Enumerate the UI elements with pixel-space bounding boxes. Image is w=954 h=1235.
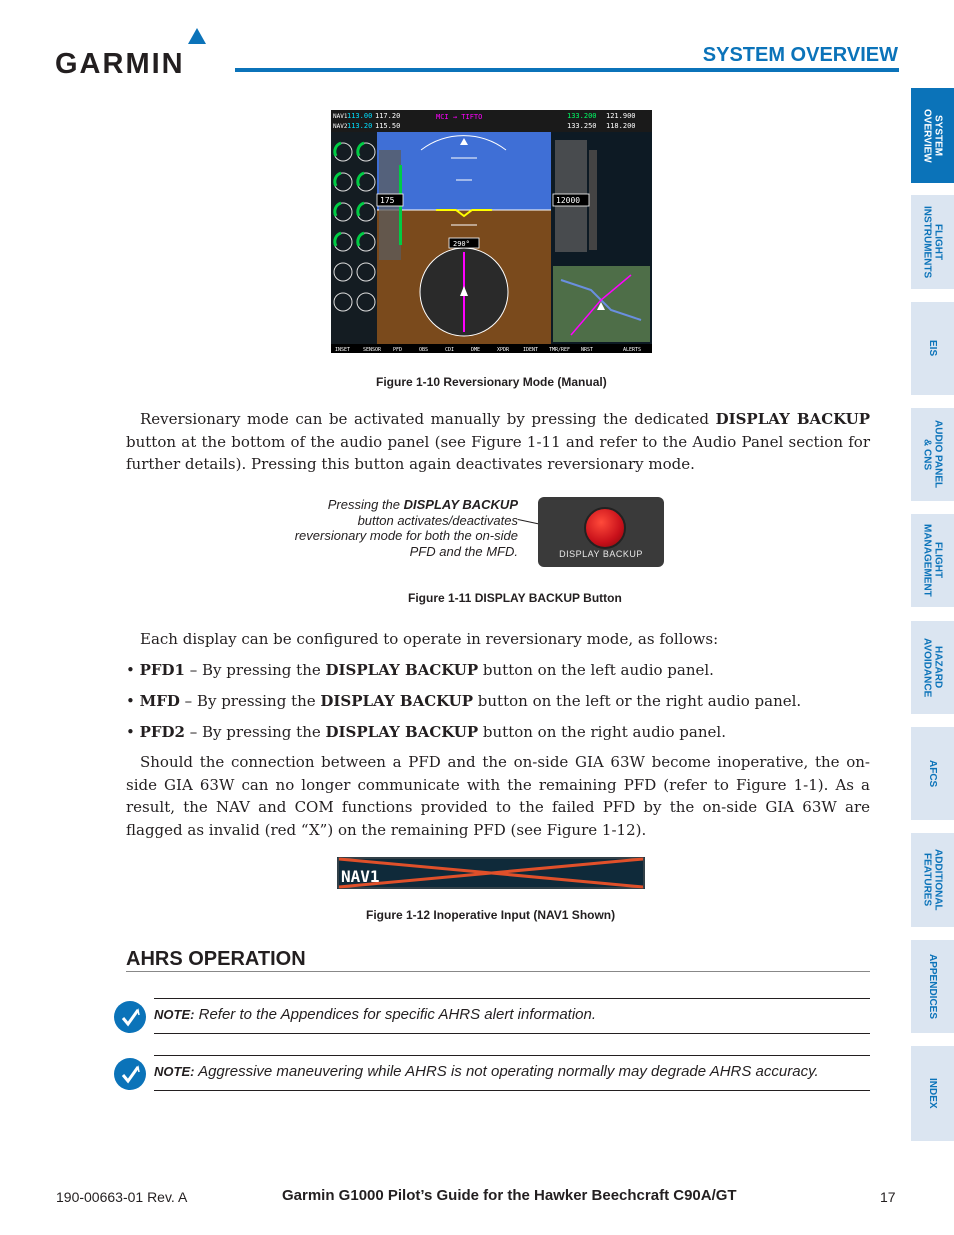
tab-appendices[interactable]: APPENDICES [911,940,954,1033]
tab-audio-panel-cns[interactable]: AUDIO PANEL & CNS [911,408,954,501]
paragraph-reversionary-manual: Reversionary mode can be activated manually by pressing the dedicated DISPLAY BACKUP button at the bottom of the audio panel (see Figure 1-11 and refer to the Audio Panel section for further details). Pressing this button again deactivates reversionary mode. [126,410,870,474]
altitude-readout: 12000 [556,196,581,205]
note-icon [114,1058,146,1090]
nav1-invalid-label: NAV1 [341,867,380,886]
paragraph-gia-failure: Should the connection between a PFD and the on-side GIA 63W become inoperative, the on-side GIA 63W can no longer communicate with the remaining PFD (refer to Figure 1-1). As a result, the NAV and COM functions provided to the failed PFD by the on-side GIA 63W are flagged as invalid (red “X”) on the remaining PFD (see Figure 1-12). [126,753,870,839]
ahrs-heading-rule [126,971,870,972]
nav2-active: 113.20 [347,122,373,130]
com1-standby: 121.900 [606,112,636,120]
bullet-pfd1: • PFD1 – By pressing the DISPLAY BACKUP button on the left audio panel. [126,661,714,679]
garmin-triangle-icon [188,28,206,44]
softkey-dme: DME [471,347,481,353]
tab-flight-management[interactable]: FLIGHT MANAGEMENT [911,514,954,607]
route-text: MCI → TIFTO [436,113,483,121]
softkey-alerts: ALERTS [623,347,642,353]
nav1-active: 113.00 [347,112,373,120]
note-icon [114,1001,146,1033]
com2-active: 133.250 [567,122,597,130]
display-backup-panel-image [538,497,664,567]
nav2-label: NAV2 [333,123,348,130]
tab-flight-instruments[interactable]: FLIGHT INSTRUMENTS [911,195,954,289]
tab-afcs[interactable]: AFCS [911,727,954,820]
softkey-tmr-ref: TMR/REF [549,347,571,353]
display-backup-button-icon [584,507,626,549]
softkey-pfd: PFD [393,347,403,353]
airspeed-readout: 175 [380,196,395,205]
bullet-mfd: • MFD – By pressing the DISPLAY BACKUP button on the left or the right audio panel. [126,692,802,710]
heading-readout: 290° [453,240,470,248]
tab-index[interactable]: INDEX [911,1046,954,1141]
nav1-label: NAV1 [333,113,348,120]
section-title: SYSTEM OVERVIEW [702,44,898,66]
garmin-logo [55,28,220,80]
garmin-logo-text: GARMIN [55,48,185,80]
reversionary-display-image [331,110,652,353]
ahrs-operation-heading: AHRS OPERATION [126,948,306,970]
tab-eis[interactable]: EIS [911,302,954,395]
com1-active: 133.200 [567,112,597,120]
com2-standby: 118.200 [606,122,636,130]
figure-11-caption: Figure 1-11 DISPLAY BACKUP Button [408,591,622,605]
figure-10-caption: Figure 1-10 Reversionary Mode (Manual) [376,375,607,389]
softkey-xpdr: XPDR [497,347,510,353]
display-backup-callout: Pressing the DISPLAY BACKUP button activates/deactivates reversionary mode for both the on-side PFD and the MFD. [294,497,518,559]
nav1-standby: 117.20 [375,112,401,120]
softkey-obs: OBS [419,347,429,353]
softkey-cdi: CDI [445,347,455,353]
footer-page-number: 17 [880,1189,896,1205]
softkey-ident: IDENT [523,347,539,353]
header-rule [235,68,899,72]
softkey-sensor: SENSOR [363,347,382,353]
softkey-inset: INSET [335,347,351,353]
softkey-nrst: NRST [581,347,594,353]
nav1-invalid-image [337,857,645,889]
bullet-pfd2: • PFD2 – By pressing the DISPLAY BACKUP button on the right audio panel. [126,723,726,741]
tab-system-overview[interactable]: SYSTEM OVERVIEW [911,88,954,183]
footer-title: Garmin G1000 Pilot’s Guide for the Hawker Beechcraft C90A/GT [282,1187,737,1204]
nav2-standby: 115.50 [375,122,401,130]
tab-additional-features[interactable]: ADDITIONAL FEATURES [911,833,954,927]
note-ahrs-maneuvering: NOTE: Aggressive maneuvering while AHRS is not operating normally may degrade AHRS accuracy. [154,1055,870,1091]
tab-hazard-avoidance[interactable]: HAZARD AVOIDANCE [911,621,954,714]
paragraph-display-config: Each display can be configured to operate in reversionary mode, as follows: [140,630,719,648]
figure-12-caption: Figure 1-12 Inoperative Input (NAV1 Shown) [366,908,616,922]
footer-doc-number: 190-00663-01 Rev. A [56,1189,188,1205]
display-backup-button-label: DISPLAY BACKUP [559,549,643,559]
note-ahrs-alerts: NOTE: Refer to the Appendices for specific AHRS alert information. [154,998,870,1034]
